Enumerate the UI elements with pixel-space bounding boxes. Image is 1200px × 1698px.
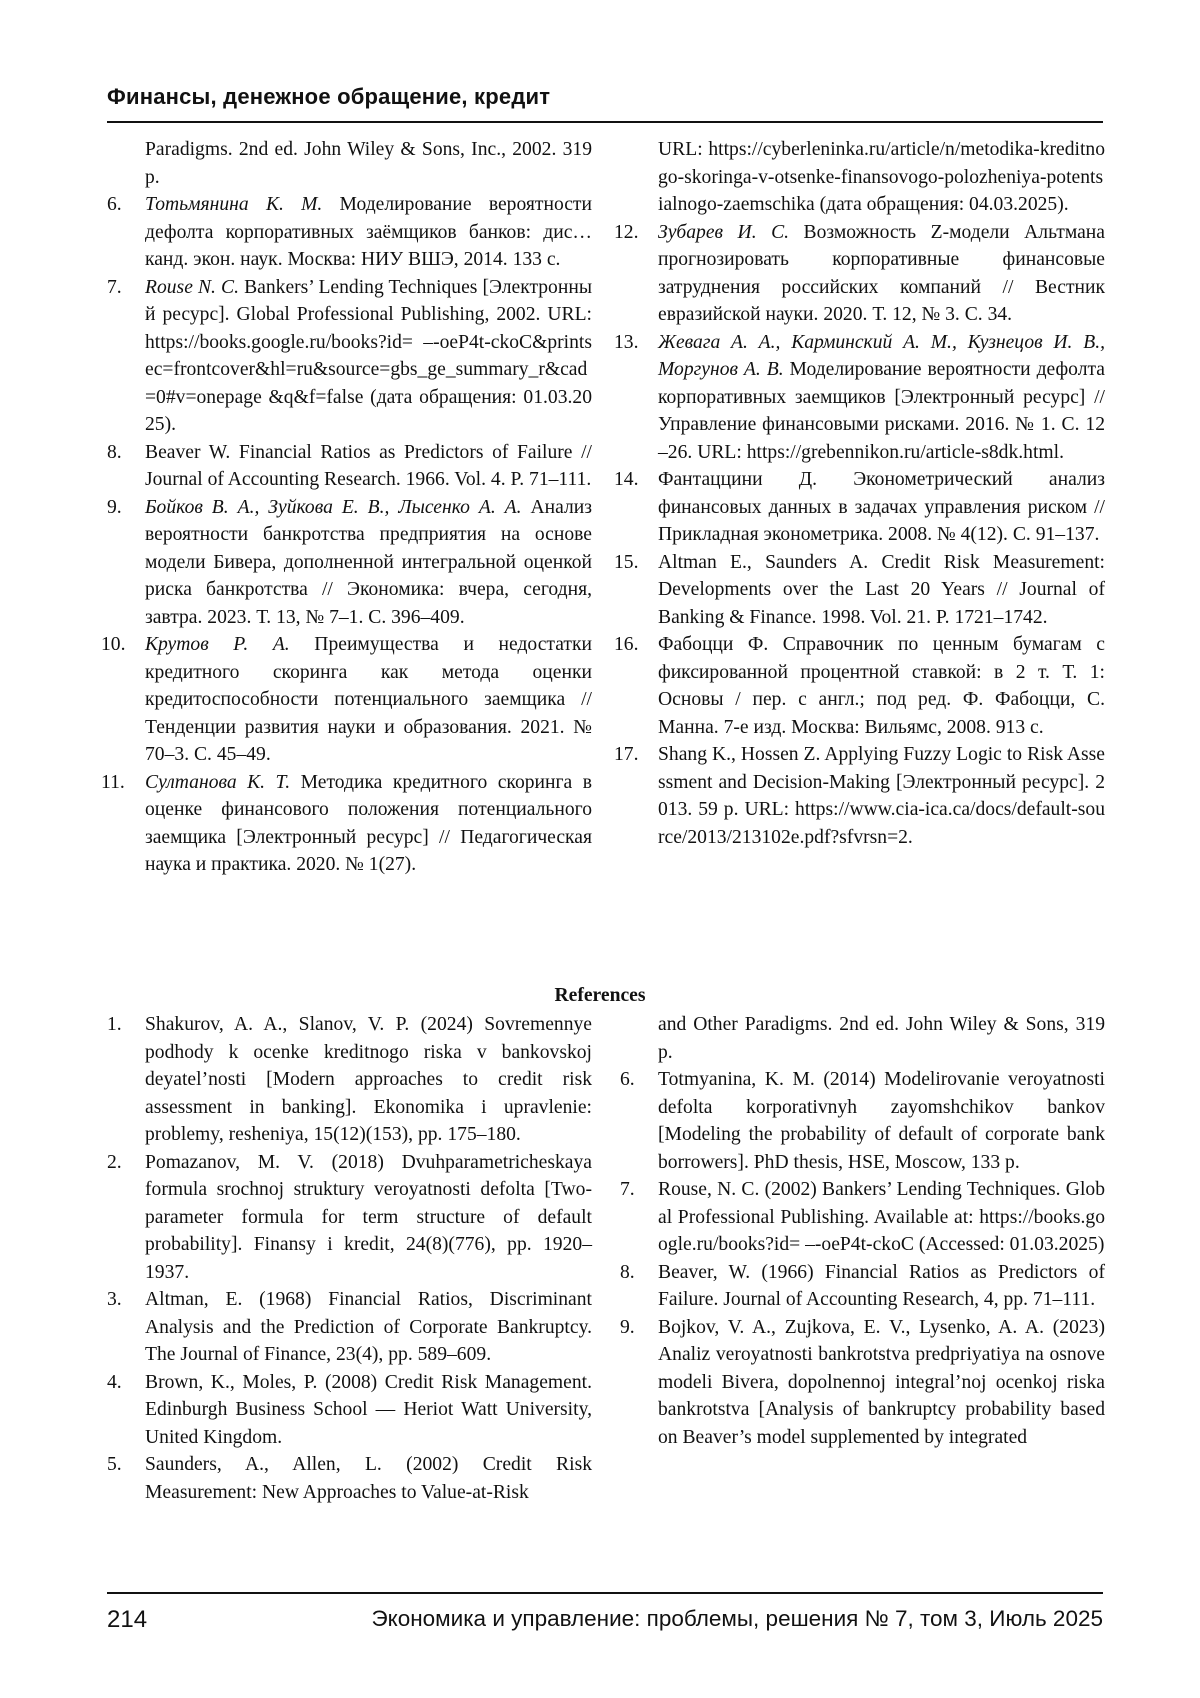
reference-item — [614, 329, 1105, 467]
reference-item — [107, 1011, 592, 1149]
reference-text: Shang K., Hossen Z. Applying Fuzzy Logic to Risk Assessment and Decision-Making [Электронный ресурс]. 2013. 59 p. URL: https://www.cia-ica.ca/docs/default-source/2013/213102e.pdf?sfvrsn=2. — [658, 744, 1105, 848]
reference-number: 12. — [614, 221, 639, 243]
reference-text: Моделирование вероятности дефолта корпоративных заёмщиков банков: дис… канд. экон. наук. Москва: НИУ ВШЭ, 2014. 133 с. — [145, 194, 592, 270]
reference-text: Saunders, A., Allen, L. (2002) Credit Risk Measurement: New Approaches to Value-at-Risk — [145, 1454, 592, 1503]
reference-item — [107, 1286, 592, 1369]
reference-item — [614, 631, 1105, 741]
reference-text: Методика кредитного скоринга в оценке финансового положения потенциального заемщика [Электронный ресурс] // Педагогическая наука и практика. 2020. № 1(27). — [145, 771, 592, 875]
references-heading: References — [554, 985, 646, 1006]
reference-item — [107, 439, 592, 494]
bibliography-left-column — [101, 136, 592, 879]
reference-text: Altman, E. (1968) Financial Ratios, Discriminant Analysis and the Prediction of Corporate Bankruptcy. The Journal of Finance, 23(4), pp. 589–609. — [145, 1289, 592, 1365]
reference-item — [101, 631, 592, 769]
reference-number: 4. — [107, 1371, 122, 1393]
reference-authors: Тотьмянина К. М. — [145, 194, 323, 215]
reference-text: Возможность Z-модели Альтмана прогнозировать корпоративные финансовые затруднения российских компаний // Вестник евразийской науки. 2020. Т. 12, № 3. С. 34. — [658, 221, 1105, 325]
reference-authors: Зубарев И. С. — [658, 221, 790, 243]
reference-item — [107, 191, 592, 274]
reference-item — [101, 769, 592, 879]
reference-item — [620, 1259, 1105, 1314]
reference-item — [614, 741, 1105, 851]
reference-number: 15. — [614, 551, 639, 573]
reference-number: 8. — [107, 441, 122, 463]
reference-text: Beaver W. Financial Ratios as Predictors of Failure // Journal of Accounting Research. 1966. Vol. 4. P. 71–111. — [145, 441, 592, 490]
references-right-column — [620, 1011, 1105, 1451]
reference-text: Brown, K., Moles, P. (2008) Credit Risk Management. Edinburgh Business School — Heriot Watt University, United Kingdom. — [145, 1371, 592, 1448]
bibliography-right-column — [614, 136, 1105, 851]
reference-number: 17. — [614, 744, 639, 765]
reference-number: 1. — [107, 1014, 122, 1035]
reference-text: Rouse, N. C. (2002) Bankers’ Lending Techniques. Global Professional Publishing. Available at: https://books.google.ru/books?id= –-oeP4t-ckoC (Accessed: 01.03.2025) — [658, 1179, 1105, 1255]
reference-continuation: Paradigms. 2nd ed. John Wiley & Sons, Inc., 2002. 319 p. — [145, 139, 592, 188]
reference-number: 6. — [620, 1069, 635, 1090]
footer-rule — [107, 1592, 1103, 1594]
reference-item — [107, 494, 592, 632]
reference-authors: Бойков В. А., Зуйкова Е. В., Лысенко А. А. — [145, 496, 522, 518]
reference-text: Altman E., Saunders A. Credit Risk Measurement: Developments over the Last 20 Years // Journal of Banking & Finance. 1998. Vol. 21. P. 1721–1742. — [658, 551, 1105, 628]
reference-text: Фабоцци Ф. Справочник по ценным бумагам с фиксированной процентной ставкой: в 2 т. Т. 1: Основы / пер. с англ.; под ред. Ф. Фабоцци, С. Манна. 7-е изд. Москва: Вильямс, 2008. 913 с. — [658, 634, 1105, 738]
reference-item — [107, 274, 592, 439]
reference-item — [614, 219, 1105, 329]
reference-text: Beaver, W. (1966) Financial Ratios as Predictors of Failure. Journal of Accounting Research, 4, pp. 71–111. — [658, 1261, 1105, 1310]
reference-text: Моделирование вероятности дефолта корпоративных заемщиков [Электронный ресурс] // Управление финансовыми рисками. 2016. № 1. С. 12–26. URL: https://grebennikon.ru/article-s8dk.html. — [658, 359, 1105, 463]
reference-item — [620, 1066, 1105, 1176]
reference-continuation: and Other Paradigms. 2nd ed. John Wiley & Sons, 319 p. — [658, 1014, 1105, 1063]
reference-number: 9. — [620, 1316, 635, 1338]
reference-item — [614, 549, 1105, 632]
reference-number: 8. — [620, 1261, 635, 1283]
reference-text: Преимущества и недостатки кредитного скоринга как метода оценки кредитоспособности потенциального заемщика // Тенденции развития науки и образования. 2021. № 70–3. С. 45–49. — [145, 634, 592, 765]
header-rule — [107, 121, 1103, 123]
reference-text: Totmyanina, K. M. (2014) Modelirovanie veroyatnosti defolta korporativnyh zayomshchikov bankov [Modeling the probability of default of corporate bank borrowers]. PhD thesis, HSE, Moscow, 133 p. — [658, 1069, 1105, 1173]
reference-text: Pomazanov, M. V. (2018) Dvuhparametricheskaya formula srochnoj struktury veroyatnosti defolta [Two-parameter formula for term structure of default probability]. Finansy i kredit, 24(8)(776), pp. 1920–1937. — [145, 1151, 592, 1283]
reference-text: Bankers’ Lending Techniques [Электронный ресурс]. Global Professional Publishing, 2002. URL: https://books.google.ru/books?id= –-oeP4t-ckoC&printsec=frontcover&hl=ru&source=gbs_ge_summary_r&cad=0#v=onepage &q&f=false (дата обращения: 01.03.2025). — [145, 276, 592, 435]
reference-text: Фантаццини Д. Эконометрический анализ финансовых данных в задачах управления риском // Прикладная эконометрика. 2008. № 4(12). С. 91–137. — [658, 469, 1105, 545]
reference-number: 2. — [107, 1151, 122, 1173]
reference-number: 9. — [107, 496, 122, 518]
reference-number: 10. — [101, 634, 126, 655]
page-number: 214 — [107, 1606, 148, 1633]
reference-number: 11. — [101, 771, 125, 793]
references-left-column — [107, 1011, 592, 1506]
reference-item — [620, 1314, 1105, 1452]
reference-number: 5. — [107, 1454, 122, 1475]
reference-number: 14. — [614, 469, 639, 490]
reference-number: 7. — [620, 1179, 635, 1200]
reference-item — [107, 1149, 592, 1287]
reference-continuation: URL: https://cyberleninka.ru/article/n/metodika-kreditnogo-skoringa-v-otsenke-finansovogo-polozheniya-potentsialnogo-zaemschika (дата обращения: 04.03.2025). — [658, 139, 1105, 215]
reference-item — [620, 1176, 1105, 1259]
reference-text: Bojkov, V. A., Zujkova, E. V., Lysenko, A. A. (2023) Analiz veroyatnosti bankrotstva predpriyatiya na osnove modeli Bivera, dopolnennoj integral’noj ocenkoj riska bankrotstva [Analysis of bankruptcy probability based on Beaver’s model supplemented by integrated — [658, 1316, 1105, 1448]
reference-item — [107, 1451, 592, 1506]
reference-number: 16. — [614, 634, 639, 655]
reference-authors: Крутов Р. А. — [145, 634, 290, 655]
reference-authors: Султанова К. Т. — [145, 771, 291, 793]
reference-number: 3. — [107, 1289, 122, 1310]
reference-number: 6. — [107, 194, 122, 215]
journal-title: Экономика и управление: проблемы, решения № 7, том 3, Июль 2025 — [371, 1606, 1103, 1631]
running-title: Финансы, денежное обращение, кредит — [107, 84, 551, 109]
reference-authors: Rouse N. C. — [145, 276, 239, 298]
reference-text: Анализ вероятности банкротства предприятия на основе модели Бивера, дополненной интегральной оценкой риска банкротства // Экономика: вчера, сегодня, завтра. 2023. Т. 13, № 7–1. С. 396–409. — [145, 496, 592, 628]
reference-item — [614, 466, 1105, 549]
reference-item — [107, 1369, 592, 1452]
reference-number: 13. — [614, 331, 639, 353]
reference-number: 7. — [107, 276, 122, 298]
reference-authors: Жевага А. А., Карминский А. М., Кузнецов И. В., Моргунов А. В. — [658, 331, 1105, 380]
reference-text: Shakurov, A. A., Slanov, V. P. (2024) Sovremennye podhody k ocenke kreditnogo riska v bankovskoj deyatel’nosti [Modern approaches to credit risk assessment in banking]. Ekonomika i upravlenie: problemy, resheniya, 15(12)(153), pp. 175–180. — [145, 1014, 592, 1145]
